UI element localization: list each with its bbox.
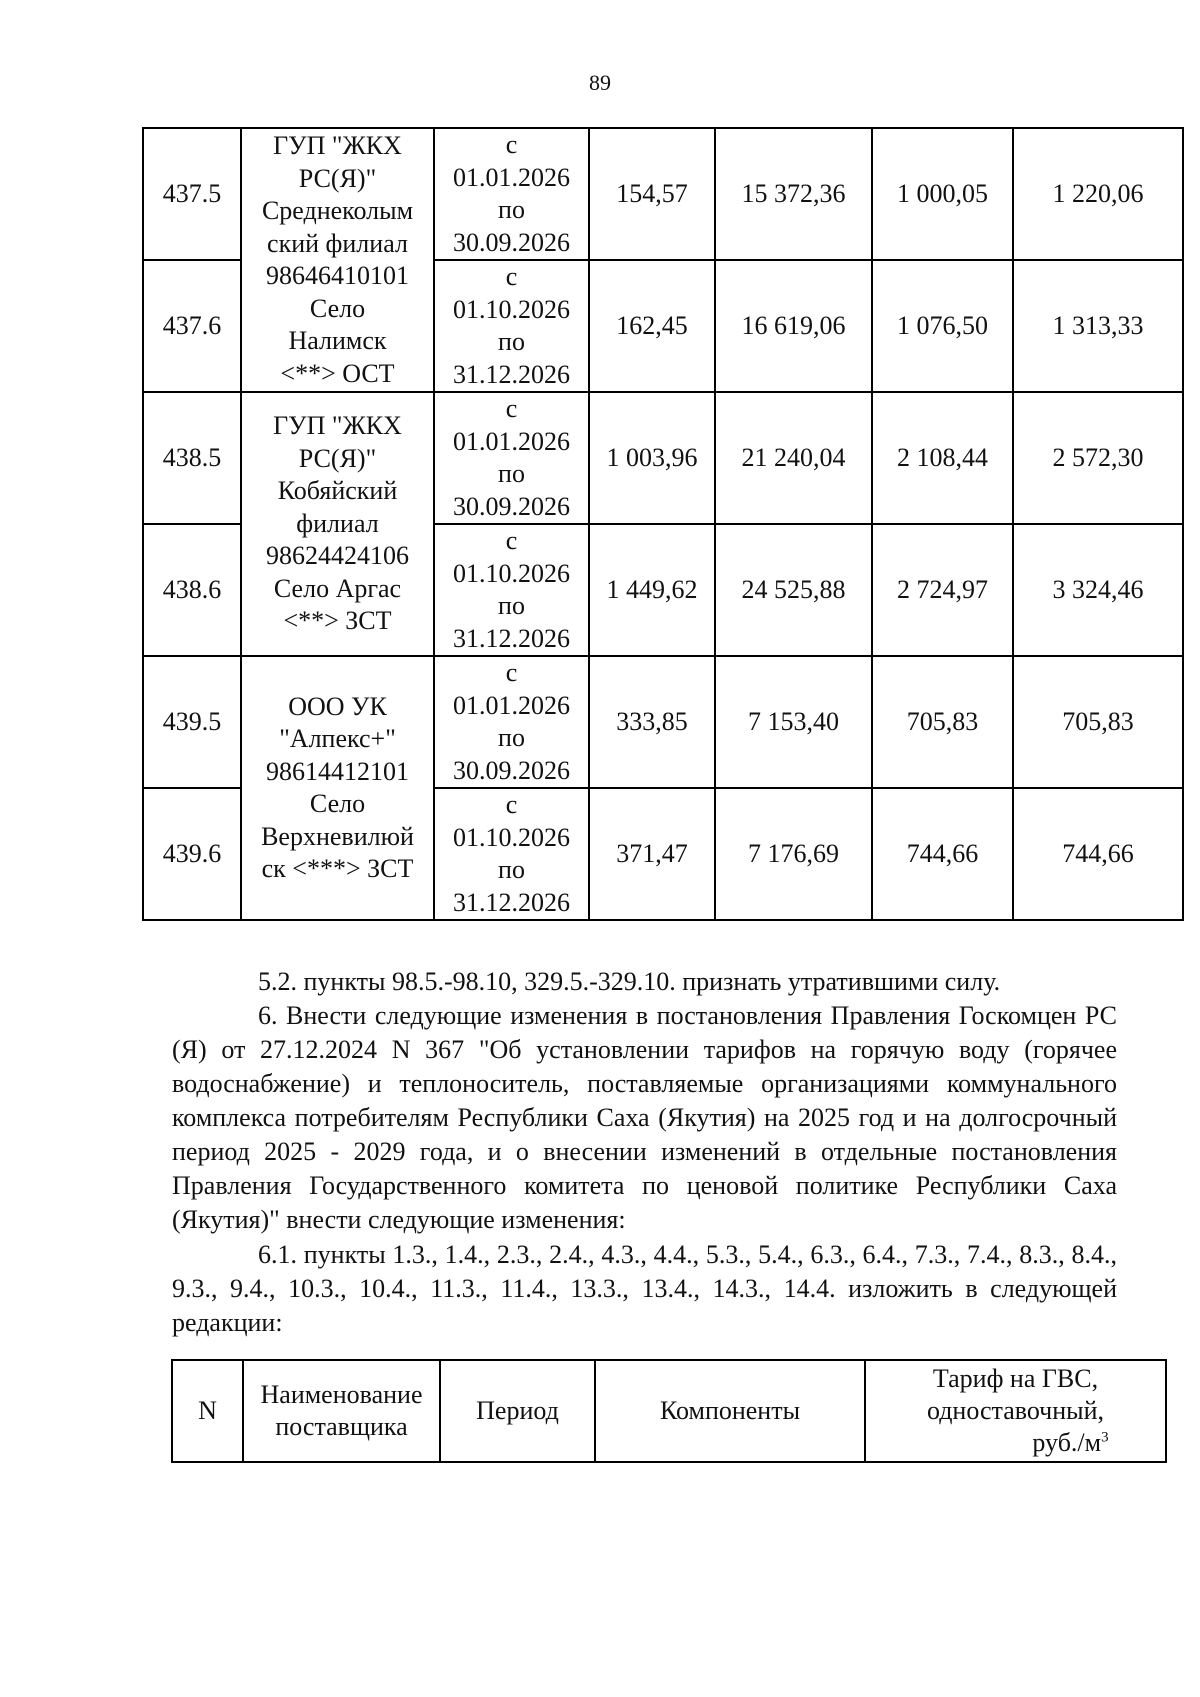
gvs-tariff-header-table	[171, 1359, 1167, 1463]
value-4: 705,83	[1013, 656, 1183, 788]
row-number: 438.5	[143, 392, 241, 524]
table-row	[143, 128, 1183, 260]
table-row	[143, 392, 1183, 524]
header-tariff: Тариф на ГВС, одноставочный, $руб./м^3$	[865, 1360, 1166, 1462]
row-number: 437.5	[143, 128, 241, 260]
value-2: 7 176,69	[715, 788, 872, 920]
header-period: Период	[440, 1360, 595, 1462]
tariff-table	[142, 127, 1184, 921]
period-cell: с 01.10.2026 по 31.12.2026	[434, 260, 589, 392]
paragraph-6: 6. Внести следующие изменения в постановления Правления Госкомцен РС (Я) от 27.12.2024 N 367 "Об установлении тарифов на горячую воду (горячее водоснабжение) и теплоноситель, поставляемые организациями коммунального комплекса потребителям Республики Саха (Якутия) на 2025 год и на долгосрочный период 2025 - 2029 года, и о внесении изменений в отдельные постановления Правления Государственного комитета по ценовой политике Республики Саха (Якутия)" внести следующие изменения:	[172, 1001, 1117, 1234]
row-number: 439.6	[143, 788, 241, 920]
value-3: 744,66	[872, 788, 1013, 920]
value-2: 21 240,04	[715, 392, 872, 524]
row-number: 439.5	[143, 656, 241, 788]
period-cell: с 01.10.2026 по 31.12.2026	[434, 524, 589, 656]
value-2: 7 153,40	[715, 656, 872, 788]
table-row	[143, 656, 1183, 788]
value-1: 371,47	[589, 788, 715, 920]
header-n: N	[172, 1360, 243, 1462]
supplier-cell: ООО УК "Алпекс+" 98614412101 Село Верхневилюй ск <***> ЗСТ	[241, 656, 434, 920]
value-4: 1 313,33	[1013, 260, 1183, 392]
header-supplier: Наименование поставщика	[243, 1360, 440, 1462]
header-components: Компоненты	[595, 1360, 865, 1462]
period-cell: с 01.10.2026 по 31.12.2026	[434, 788, 589, 920]
value-2: 24 525,88	[715, 524, 872, 656]
page-number: 89	[589, 70, 611, 95]
value-4: 2 572,30	[1013, 392, 1183, 524]
value-4: 3 324,46	[1013, 524, 1183, 656]
value-4: 744,66	[1013, 788, 1183, 920]
value-1: 1 449,62	[589, 524, 715, 656]
period-cell: с 01.01.2026 по 30.09.2026	[434, 128, 589, 260]
value-2: 15 372,36	[715, 128, 872, 260]
value-3: 705,83	[872, 656, 1013, 788]
supplier-cell: ГУП "ЖКХ РС(Я)" Среднеколым ский филиал 98646410101 Село Налимск <**> ОСТ	[241, 128, 434, 392]
value-1: 333,85	[589, 656, 715, 788]
value-3: 2 108,44	[872, 392, 1013, 524]
paragraph-5-2: 5.2. пункты 98.5.-98.10, 329.5.-329.10. признать утратившими силу.	[258, 967, 1001, 996]
period-cell: с 01.01.2026 по 30.09.2026	[434, 392, 589, 524]
value-1: 162,45	[589, 260, 715, 392]
period-cell: с 01.01.2026 по 30.09.2026	[434, 656, 589, 788]
table-header-row	[172, 1360, 1166, 1462]
value-2: 16 619,06	[715, 260, 872, 392]
row-number: 438.6	[143, 524, 241, 656]
value-3: 1 076,50	[872, 260, 1013, 392]
row-number: 437.6	[143, 260, 241, 392]
paragraph-6-1: 6.1. пункты 1.3., 1.4., 2.3., 2.4., 4.3., 4.4., 5.3., 5.4., 6.3., 6.4., 7.3., 7.4., 8.3., 8.4., 9.3., 9.4., 10.3., 10.4., 11.3., 11.4., 13.3., 13.4., 14.3., 14.4. изложить в следующей редакции:	[172, 1240, 1117, 1337]
value-1: 1 003,96	[589, 392, 715, 524]
value-3: 1 000,05	[872, 128, 1013, 260]
value-4: 1 220,06	[1013, 128, 1183, 260]
value-3: 2 724,97	[872, 524, 1013, 656]
value-1: 154,57	[589, 128, 715, 260]
supplier-cell: ГУП "ЖКХ РС(Я)" Кобяйский филиал 98624424106 Село Аргас <**> ЗСТ	[241, 392, 434, 656]
